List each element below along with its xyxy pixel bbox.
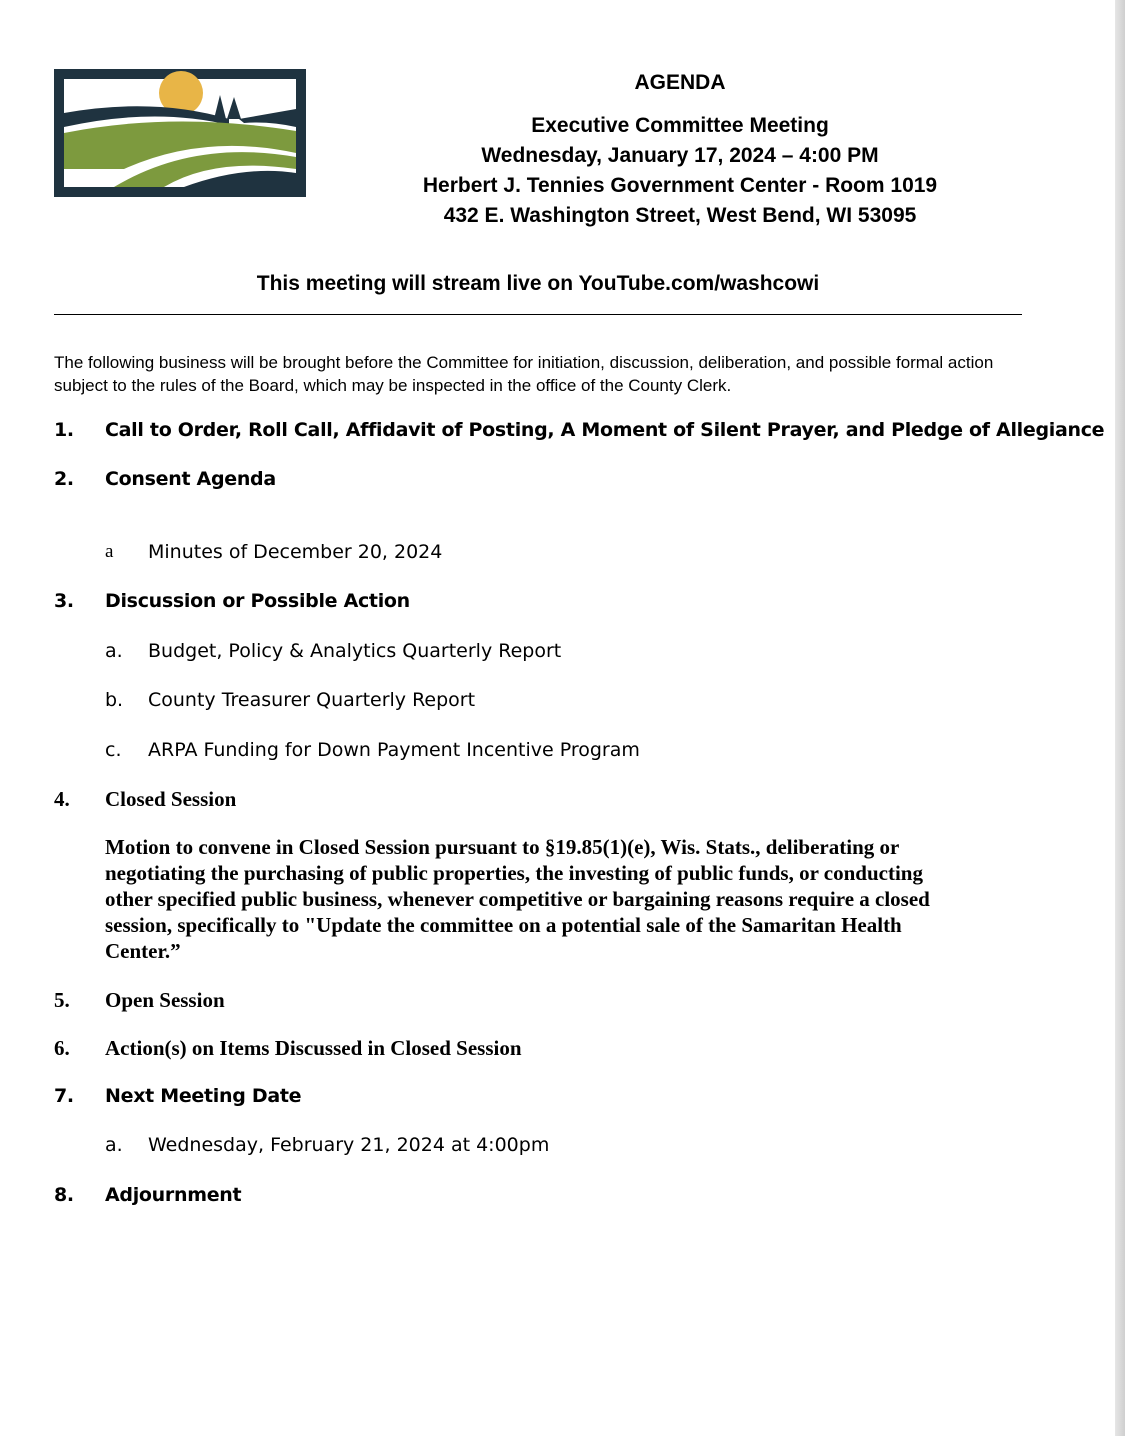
sub-item-letter: b. xyxy=(105,689,124,711)
item-number: 8. xyxy=(54,1184,74,1206)
sub-item-text: Wednesday, February 21, 2024 at 4:00pm xyxy=(148,1134,550,1156)
item-label: Closed Session xyxy=(105,787,237,811)
stream-notice: This meeting will stream live on YouTube.com/washcowi xyxy=(256,272,820,295)
item-label: Call to Order, Roll Call, Affidavit of Posting, A Moment of Silent Prayer, and Pledge of Allegiance xyxy=(105,419,1105,441)
item-label: Discussion or Possible Action xyxy=(105,590,410,612)
item-number: 7. xyxy=(54,1085,74,1107)
closed-session-motion: Motion to convene in Closed Session pursuant to §19.85(1)(e), Wis. Stats., deliberating or negotiating the purchasing of public properties, the investing of public funds, or conducting other specified public business, whenever competitive or bargaining reasons require a closed session, specifically to "Update the committee on a potential sale of the Samaritan Health Center.” xyxy=(105,835,930,963)
meeting-location: Herbert J. Tennies Government Center - Room 1019 xyxy=(422,174,938,197)
item-number: 5. xyxy=(54,988,70,1012)
meeting-name: Executive Committee Meeting xyxy=(531,114,829,137)
meeting-datetime: Wednesday, January 17, 2024 – 4:00 PM xyxy=(481,144,879,167)
sub-item-text: County Treasurer Quarterly Report xyxy=(148,689,476,711)
sub-item-letter: c. xyxy=(105,739,122,761)
sub-item-text: Budget, Policy & Analytics Quarterly Report xyxy=(148,640,562,662)
meeting-address: 432 E. Washington Street, West Bend, WI 53095 xyxy=(443,204,917,227)
page-edge xyxy=(1115,0,1125,1436)
item-label: Adjournment xyxy=(105,1184,242,1206)
item-label: Next Meeting Date xyxy=(105,1085,302,1107)
item-number: 3. xyxy=(54,590,74,612)
sub-item-letter: a xyxy=(105,541,114,562)
county-logo xyxy=(54,69,306,197)
item-number: 6. xyxy=(54,1036,70,1060)
agenda-header xyxy=(330,68,1030,231)
sub-item-text: ARPA Funding for Down Payment Incentive Program xyxy=(148,739,640,761)
item-number: 2. xyxy=(54,468,74,490)
intro-paragraph: The following business will be brought before the Committee for initiation, discussion, deliberation, and possible formal action subject to the rules of the Board, which may be inspected in the office of the County Clerk. xyxy=(54,353,994,395)
sub-item-letter: a. xyxy=(105,640,123,662)
sub-item-text: Minutes of December 20, 2024 xyxy=(148,541,443,563)
agenda-title: AGENDA xyxy=(634,71,726,94)
item-label: Open Session xyxy=(105,988,225,1012)
sub-item-letter: a. xyxy=(105,1134,123,1156)
item-number: 1. xyxy=(54,419,74,441)
item-number: 4. xyxy=(54,787,70,811)
header-divider xyxy=(54,314,1022,315)
item-label: Consent Agenda xyxy=(105,468,276,490)
item-label: Action(s) on Items Discussed in Closed Session xyxy=(105,1036,522,1060)
